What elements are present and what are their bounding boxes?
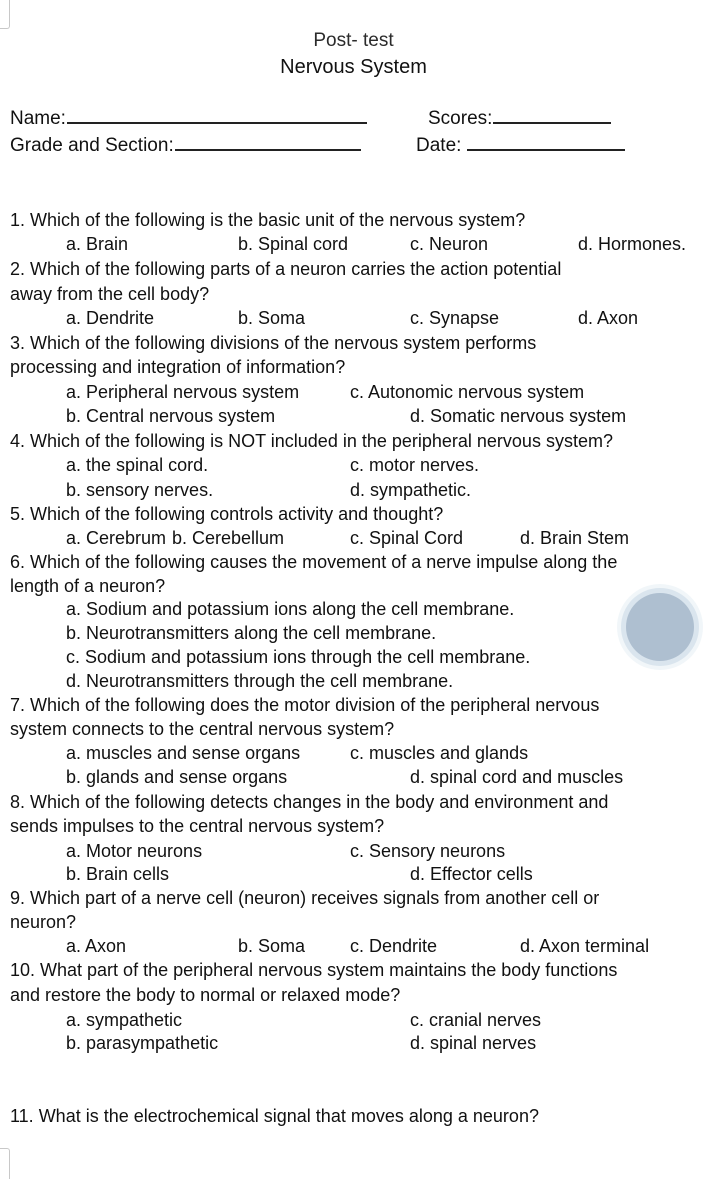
document-title: Post- test — [313, 30, 394, 51]
question-3-option-b: b. Central nervous system — [66, 406, 276, 426]
question-7-option-a: a. muscles and sense organs — [66, 743, 301, 763]
date-blank-line[interactable] — [467, 148, 625, 151]
question-10-text-line-2: and restore the body to normal or relaxed mode? — [10, 985, 401, 1005]
question-3-option-a: a. Peripheral nervous system — [66, 382, 300, 402]
name-label: Name: — [10, 108, 66, 129]
question-1-option-a: a. Brain — [66, 234, 129, 254]
question-6-text-line-2: length of a neuron? — [10, 576, 166, 596]
question-2-text-line-2: away from the cell body? — [10, 284, 210, 304]
question-6-option-a: a. Sodium and potassium ions along the cell membrane. — [66, 599, 515, 619]
scores-blank-line[interactable] — [493, 121, 611, 124]
question-4-option-a: a. the spinal cord. — [66, 455, 209, 475]
question-4-text: 4. Which of the following is NOT included in the peripheral nervous system? — [10, 431, 613, 451]
question-11-text: 11. What is the electrochemical signal that moves along a neuron? — [10, 1106, 539, 1126]
scores-label: Scores: — [428, 108, 493, 129]
question-1-option-c: c. Neuron — [410, 234, 489, 254]
page-corner-mark-bottom — [0, 1148, 10, 1179]
name-field[interactable] — [10, 108, 367, 130]
question-3-text-line-1: 3. Which of the following divisions of the nervous system performs — [10, 333, 537, 353]
date-label: Date: — [416, 135, 462, 156]
date-field[interactable] — [416, 135, 625, 157]
question-7-text-line-1: 7. Which of the following does the motor division of the peripheral nervous — [10, 695, 600, 715]
question-8-option-d: d. Effector cells — [410, 864, 533, 884]
question-9-text-line-2: neuron? — [10, 912, 77, 932]
question-10-option-a: a. sympathetic — [66, 1010, 183, 1030]
question-9-option-c: c. Dendrite — [350, 936, 438, 956]
question-8-text-line-1: 8. Which of the following detects changes in the body and environment and — [10, 792, 609, 812]
question-8-text-line-2: sends impulses to the central nervous system? — [10, 816, 385, 836]
question-9-option-a: a. Axon — [66, 936, 127, 956]
question-10-text-line-1: 10. What part of the peripheral nervous system maintains the body functions — [10, 960, 618, 980]
question-6-text-line-1: 6. Which of the following causes the movement of a nerve impulse along the — [10, 552, 618, 572]
question-3-option-c: c. Autonomic nervous system — [350, 382, 585, 402]
question-5-option-c: c. Spinal Cord — [350, 528, 464, 548]
question-1-text: 1. Which of the following is the basic unit of the nervous system? — [10, 210, 526, 230]
question-2-option-b: b. Soma — [238, 308, 306, 328]
question-6-option-c: c. Sodium and potassium ions through the cell membrane. — [66, 647, 531, 667]
question-4-option-d: d. sympathetic. — [350, 480, 472, 500]
question-5-option-b: b. Cerebellum — [172, 528, 285, 548]
question-5-text: 5. Which of the following controls activity and thought? — [10, 504, 444, 524]
question-7-option-c: c. muscles and glands — [350, 743, 529, 763]
name-blank-line[interactable] — [67, 121, 367, 124]
page-corner-mark-top — [0, 0, 10, 29]
question-10-option-d: d. spinal nerves — [410, 1033, 537, 1053]
floating-assistive-touch-bubble[interactable] — [626, 593, 694, 661]
grade-section-field[interactable] — [10, 135, 361, 157]
question-9-option-b: b. Soma — [238, 936, 306, 956]
question-2-option-d: d. Axon — [578, 308, 639, 328]
question-2-text-line-1: 2. Which of the following parts of a neuron carries the action potential — [10, 259, 562, 279]
question-5-option-d: d. Brain Stem — [520, 528, 630, 548]
question-4-option-c: c. motor nerves. — [350, 455, 480, 475]
question-3-text-line-2: processing and integration of information? — [10, 357, 346, 377]
question-1-option-d: d. Hormones. — [578, 234, 687, 254]
question-6-option-d: d. Neurotransmitters through the cell membrane. — [66, 671, 454, 691]
question-8-option-c: c. Sensory neurons — [350, 841, 506, 861]
question-7-text-line-2: system connects to the central nervous system? — [10, 719, 395, 739]
question-10-option-c: c. cranial nerves — [410, 1010, 542, 1030]
question-7-option-b: b. glands and sense organs — [66, 767, 288, 787]
grade-section-blank-line[interactable] — [175, 148, 361, 151]
question-6-option-b: b. Neurotransmitters along the cell membrane. — [66, 623, 437, 643]
question-7-option-d: d. spinal cord and muscles — [410, 767, 624, 787]
grade-section-label: Grade and Section: — [10, 135, 174, 156]
question-8-option-a: a. Motor neurons — [66, 841, 203, 861]
question-10-option-b: b. parasympathetic — [66, 1033, 219, 1053]
question-1-option-b: b. Spinal cord — [238, 234, 349, 254]
question-2-option-c: c. Synapse — [410, 308, 500, 328]
question-3-option-d: d. Somatic nervous system — [410, 406, 627, 426]
document-subtitle: Nervous System — [280, 56, 427, 78]
question-2-option-a: a. Dendrite — [66, 308, 155, 328]
question-4-option-b: b. sensory nerves. — [66, 480, 214, 500]
scores-field[interactable] — [428, 108, 611, 130]
question-5-option-a: a. Cerebrum — [66, 528, 167, 548]
question-8-option-b: b. Brain cells — [66, 864, 170, 884]
question-9-option-d: d. Axon terminal — [520, 936, 650, 956]
question-9-text-line-1: 9. Which part of a nerve cell (neuron) receives signals from another cell or — [10, 888, 600, 908]
